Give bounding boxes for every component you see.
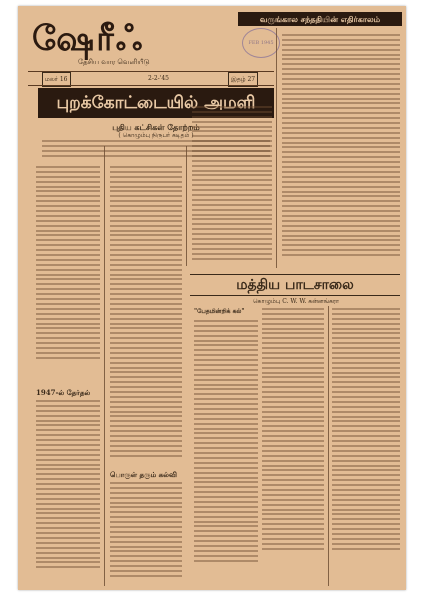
issue-date: 2-2-'45 [148,75,169,82]
volume-number: மலர் 16 [42,72,71,87]
text-column-4 [194,320,258,582]
main-headline: புறக்கோட்டையில் அமளி [38,88,274,118]
issue-number: இதழ் 27 [228,72,258,87]
text-column-6 [332,308,400,582]
column-rule [104,146,105,586]
text-column-right [282,34,400,268]
subheadline: புதிய கட்சிகள் தோற்றம் [112,122,200,132]
rule [28,71,274,72]
section-subheading: "பேதமின்றிக் கல்" [194,308,245,315]
column-rule [328,306,329,586]
masthead: ஷேரீஃ [32,19,145,59]
text-column-2b [110,482,182,582]
kicker-1947-election: 1947-ல் தேர்தல் [36,388,91,397]
right-column-title: வருங்கால சந்ததியின் எதிர்காலம் [238,12,402,26]
column-rule [276,28,277,268]
text-column-5 [262,308,324,582]
subheadline-note: ( கொழும்பு நிருபர் கடிதம் ) [118,132,194,139]
text-column-2 [110,166,182,466]
rule [28,85,274,86]
section-headline: மத்திய பாடசாலை [190,274,400,296]
text-column-3 [192,106,272,266]
column-rule [186,146,187,266]
issue-info-bar [28,72,274,85]
section-byline: கொழும்பு C. W. W. கன்னங்கரா [252,298,340,305]
text-column-1 [36,166,100,386]
kicker-education: பொருள் தரும் கல்வி [110,470,177,479]
library-stamp: FEB 1945 [242,28,280,58]
text-column-1b [36,400,100,580]
masthead-tagline: தேசிய வார வெளியீடு [78,58,150,66]
newspaper-page [18,6,406,590]
